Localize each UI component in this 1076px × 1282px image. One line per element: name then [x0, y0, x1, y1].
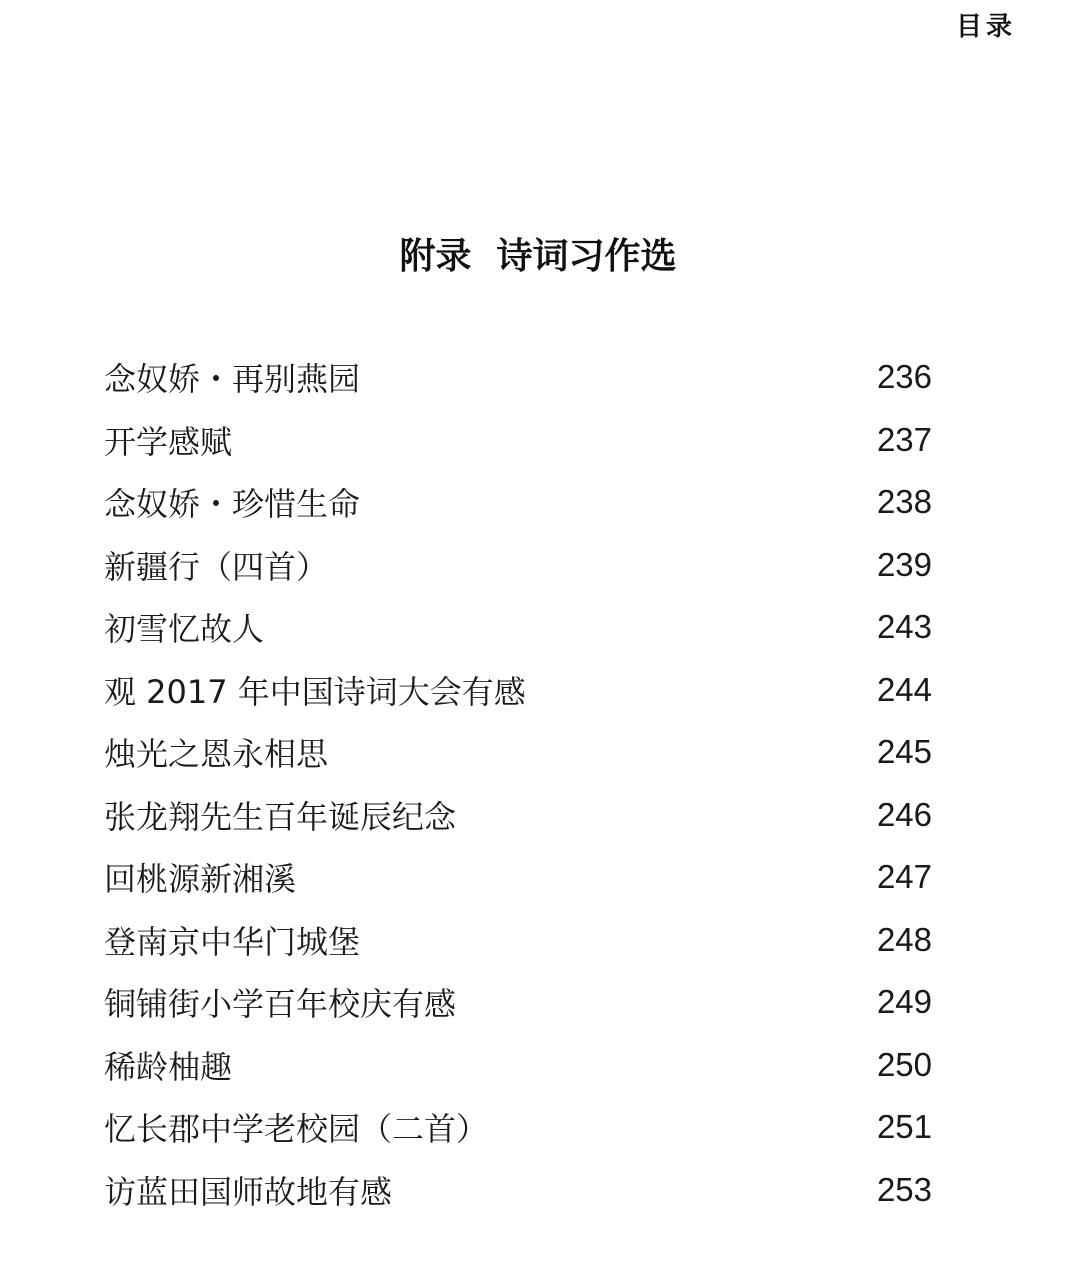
- toc-entry-page: 239: [876, 545, 932, 583]
- toc-entry-title: 访蓝田国师故地有感: [104, 1172, 393, 1211]
- toc-entry[interactable]: [104, 1096, 932, 1159]
- toc-entry-page: 249: [876, 983, 932, 1021]
- toc-entry[interactable]: [104, 346, 932, 409]
- toc-entry-title: 开学感赋: [104, 422, 233, 461]
- toc-entry[interactable]: [104, 909, 932, 972]
- toc-entry-title: 登南京中华门城堡: [104, 922, 361, 961]
- toc-entry[interactable]: [104, 596, 932, 659]
- toc-entry[interactable]: [104, 409, 932, 472]
- toc-list: [104, 346, 932, 1221]
- toc-entry[interactable]: [104, 534, 932, 597]
- toc-entry-page: 236: [876, 358, 932, 396]
- toc-entry-page: 244: [876, 670, 932, 708]
- toc-entry[interactable]: [104, 1159, 932, 1222]
- toc-entry-page: 237: [876, 420, 932, 458]
- toc-entry[interactable]: [104, 1034, 932, 1097]
- toc-entry-title: 回桃源新湘溪: [104, 860, 297, 899]
- toc-entry-page: 247: [876, 858, 932, 896]
- toc-entry-title: 观 2017 年中国诗词大会有感: [104, 672, 526, 711]
- toc-entry[interactable]: [104, 971, 932, 1034]
- toc-entry-page: 251: [876, 1108, 932, 1146]
- running-header: 目录: [955, 12, 1016, 42]
- toc-entry[interactable]: [104, 784, 932, 847]
- toc-entry-page: 246: [876, 795, 932, 833]
- toc-entry-page: 250: [876, 1045, 932, 1083]
- toc-entry-title: 张龙翔先生百年诞辰纪念: [104, 797, 457, 836]
- toc-entry-title: 念奴娇・珍惜生命: [104, 485, 361, 524]
- toc-entry-title: 铜铺街小学百年校庆有感: [104, 985, 457, 1024]
- toc-entry-page: 245: [876, 733, 932, 771]
- toc-entry[interactable]: [104, 659, 932, 722]
- section-title: 附录 诗词习作选: [399, 236, 677, 277]
- toc-entry-page: 253: [876, 1170, 932, 1208]
- toc-entry-page: 238: [876, 483, 932, 521]
- toc-entry-title: 初雪忆故人: [104, 610, 265, 649]
- toc-entry[interactable]: [104, 846, 932, 909]
- toc-entry-page: 243: [876, 608, 932, 646]
- toc-entry[interactable]: [104, 721, 932, 784]
- toc-entry-title: 忆长郡中学老校园（二首）: [104, 1110, 489, 1149]
- toc-entry[interactable]: [104, 471, 932, 534]
- toc-entry-title: 念奴娇・再别燕园: [104, 360, 361, 399]
- toc-entry-page: 248: [876, 920, 932, 958]
- toc-entry-title: 烛光之恩永相思: [104, 735, 329, 774]
- toc-entry-title: 稀龄柚趣: [104, 1047, 233, 1086]
- toc-entry-title: 新疆行（四首）: [104, 547, 329, 586]
